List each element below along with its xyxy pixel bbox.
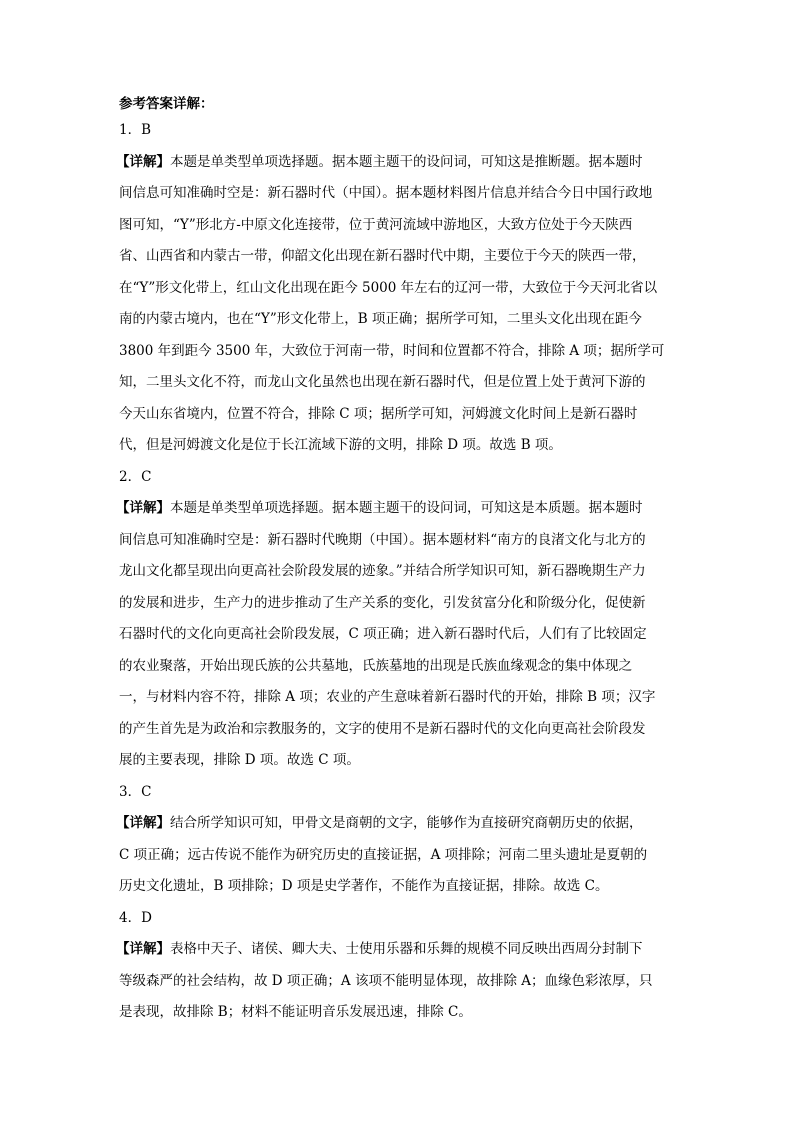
explanation-line [119,178,679,210]
explanation-line [119,966,679,998]
explanation-text: 的产生首先是为政治和宗教服务的，文字的使用不是新石器时代的文化向更高社会阶段发 [119,720,646,737]
explanation-line [119,871,679,903]
explanation-line [119,241,679,273]
answer-item [116,462,679,777]
explanation-paragraph [116,808,679,903]
explanation-text: 的发展和进步，生产力的进步推动了生产关系的变化，引发贫富分化和阶级分化，促使新 [119,594,646,611]
explanation-text: 展的主要表现，排除 D 项。故选 C 项。 [119,752,360,768]
explanation-line [119,588,679,620]
explanation-line [116,147,679,179]
explanation-text: 南的内蒙古境内，也在“Y”形文化带上，B 项正确；据所学可知，二里头文化出现在距今 [119,311,642,327]
explanation-text: 代，但是河姆渡文化是位于长江流域下游的文明，排除 D 项。故选 B 项。 [119,437,562,453]
explanation-line [119,997,679,1029]
explanation-line [119,304,679,336]
explanation-text: 龙山文化都呈现出向更高社会阶段发展的迹象。”并结合所学知识可知，新石器晚期生产力 [119,563,646,579]
answer-number: 2．C [119,468,152,485]
explanation-text: 历史文化遗址，B 项排除；D 项是史学著作，不能作为直接证据，排除。故选 C。 [119,878,609,894]
explanation-line [116,934,679,966]
explanation-tag: 【详解】 [116,153,170,170]
document-heading: 参考答案详解： [119,96,214,112]
explanation-text: 在“Y”形文化带上，红山文化出现在距今 5000 年左右的辽河一带，大致位于今天河北省以 [119,279,658,296]
explanation-line [119,210,679,242]
explanation-text: 结合所学知识可知，甲骨文是商朝的文字，能够作为直接研究商朝历史的依据， [170,815,643,831]
explanation-text: 3800 年到距今 3500 年，大致位于河南一带，时间和位置都不符合，排除 A 项；据所学可 [119,342,665,359]
answer-document [116,93,679,1029]
explanation-paragraph [116,934,679,1029]
explanation-text: 省、山西省和内蒙古一带，仰韶文化出现在新石器时代中期，主要位于今天的陕西一带， [119,248,646,264]
explanation-paragraph [116,493,679,777]
explanation-text: 本题是单类型单项选择题。据本题主题干的设问词，可知这是推断题。据本题时 [170,153,643,170]
explanation-paragraph [116,147,679,462]
explanation-text: C 项正确；远古传说不能作为研究历史的直接证据，A 项排除；河南二里头遗址是夏朝的 [119,846,648,863]
explanation-line [116,808,679,840]
explanation-tag: 【详解】 [116,941,170,957]
explanation-text: 是表现，故排除 B；材料不能证明音乐发展迅速，排除 C。 [119,1004,472,1020]
answer-number: 4．D [119,909,152,926]
explanation-line [119,399,679,431]
explanation-line [119,556,679,588]
explanation-line [119,714,679,746]
explanation-line [119,619,679,651]
explanation-text: 等级森严的社会结构，故 D 项正确；A 该项不能明显体现，故排除 A；血缘色彩浓厚，只 [119,972,653,989]
answer-number: 3．C [119,783,152,800]
answer-item [116,777,679,903]
explanation-line [119,682,679,714]
explanation-line [119,336,679,368]
explanation-line [119,840,679,872]
explanation-line [119,273,679,305]
answer-number: 1．B [119,122,152,138]
question-list [116,115,679,1029]
explanation-line [119,525,679,557]
explanation-text: 图可知，“Y”形北方-中原文化连接带，位于黄河流域中游地区，大致方位处于今天陕西 [119,216,633,233]
explanation-line [119,367,679,399]
explanation-text: 本题是单类型单项选择题。据本题主题干的设问词，可知这是本质题。据本题时 [170,500,643,516]
explanation-text: 表格中天子、诸侯、卿大夫、士使用乐器和乐舞的规模不同反映出西周分封制下 [170,941,643,957]
explanation-line [119,430,679,462]
answer-item [116,115,679,462]
explanation-text: 间信息可知准确时空是：新石器时代晚期（中国）。据本题材料“南方的良渚文化与北方的 [119,531,646,548]
answer-item [116,903,679,1029]
explanation-text: 知，二里头文化不符，而龙山文化虽然也出现在新石器时代，但是位置上处于黄河下游的 [119,374,646,390]
explanation-tag: 【详解】 [116,815,170,831]
explanation-text: 今天山东省境内，位置不符合，排除 C 项；据所学可知，河姆渡文化时间上是新石器时 [119,405,638,422]
explanation-text: 石器时代的文化向更高社会阶段发展，C 项正确；进入新石器时代后，人们有了比较固定 [119,626,647,642]
explanation-tag: 【详解】 [116,500,170,516]
explanation-line [119,651,679,683]
explanation-line [116,493,679,525]
explanation-text: 的农业聚落，开始出现氏族的公共墓地，氏族墓地的出现是氏族血缘观念的集中体现之 [119,657,632,674]
explanation-line [119,745,679,777]
explanation-text: 一，与材料内容不符，排除 A 项；农业的产生意味着新石器时代的开始，排除 B 项；汉字 [119,689,656,705]
explanation-text: 间信息可知准确时空是：新石器时代（中国）。据本题材料图片信息并结合今日中国行政地 [119,185,653,201]
